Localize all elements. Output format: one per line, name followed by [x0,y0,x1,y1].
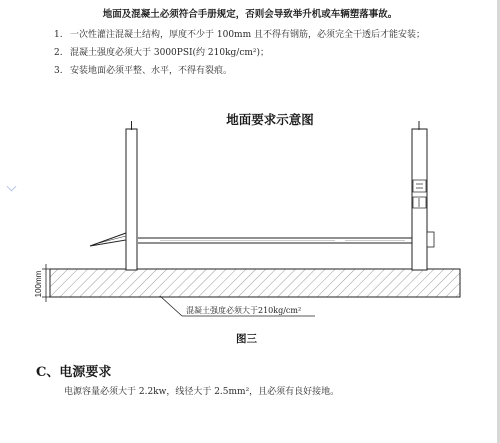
drive-on-ramp [90,233,126,246]
figure-caption: 图三 [236,333,257,345]
rule-item [54,63,232,76]
safety-warning: 地面及混凝土必须符合手册规定，否则会导致举升机或车辆塑落事故。 [102,9,398,20]
dimension-label: 100mm [34,270,43,298]
concrete-slab [50,269,460,297]
rule-text: 一次性灌注混凝土结构，厚度不少于 100mm 且不得有钢筋，必须完全干透后才能安装； [70,30,425,40]
rule-item [54,27,425,40]
left-column [126,121,137,270]
section-heading: C、电源要求 [36,365,112,380]
floor-requirement-diagram [0,112,500,327]
power-requirement-text: 电源容量必须大于 2.2kw，线径大于 2.5mm²，且必须有良好接地。 [64,387,340,397]
rule-number: 2. [54,48,63,58]
rule-number: 1. [54,30,63,40]
callout-text: 混凝土强度必须大于210kg/cm² [186,306,302,315]
figure-title: 地面要求示意图 [226,112,314,127]
strength-callout [160,296,315,316]
runway-platform [138,238,412,243]
right-column [412,121,434,270]
rule-item [54,45,269,58]
rule-number: 3. [54,66,63,76]
rule-text: 安装地面必须平整、水平，不得有裂痕。 [70,66,233,76]
thickness-dimension [34,264,52,302]
rule-text: 混凝土强度必须大于 3000PSI(约 210kg/cm²)； [70,48,270,58]
